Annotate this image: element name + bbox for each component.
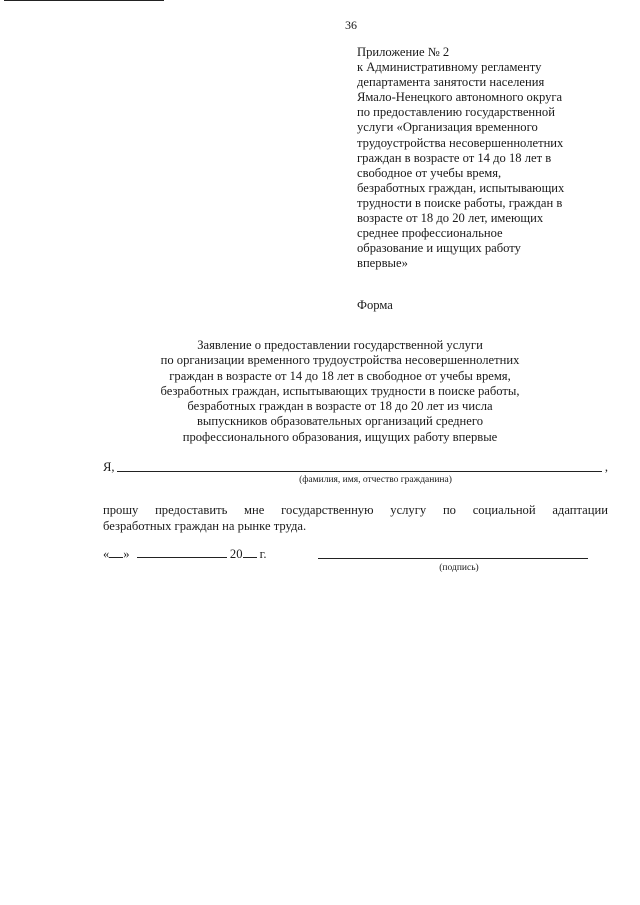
date-field [103, 547, 267, 562]
title-line: Заявление о предоставлении государственной услуги [197, 338, 483, 352]
request-word: мне [244, 503, 265, 517]
applicant-suffix: , [604, 460, 608, 474]
page-number: 36 [345, 18, 357, 32]
request-word: социальной [472, 503, 536, 517]
title-line: по организации временного трудоустройства несовершеннолетних [160, 353, 520, 368]
appendix-line: образование и ищущих работу [357, 241, 521, 256]
request-word: услугу [390, 503, 427, 517]
applicant-name-blank[interactable] [117, 471, 602, 472]
appendix-line: трудности в поиске работы, граждан в [357, 195, 563, 210]
title-line: безработных граждан, испытывающих трудности в поиске работы, [160, 383, 520, 398]
year-blank[interactable] [243, 547, 257, 558]
appendix-line: по предоставлению государственной [357, 105, 555, 120]
date-close-quote: » [123, 547, 130, 561]
year-prefix: 20 [229, 547, 243, 561]
request-word: прошу [103, 503, 139, 517]
application-title [60, 338, 620, 445]
request-line-1 [103, 502, 608, 518]
appendix-line: возрасте от 18 до 20 лет, имеющих [357, 211, 544, 226]
title-line: граждан в возрасте от 14 до 18 лет в свободное от учебы время, [169, 368, 511, 383]
appendix-line: к Административному регламенту [357, 60, 542, 75]
request-word: предоставить [155, 503, 228, 517]
request-line-2: безработных граждан на рынке труда. [103, 519, 307, 533]
request-word: адаптации [552, 503, 608, 517]
appendix-line: впервые» [357, 256, 408, 271]
request-word: по [442, 503, 456, 517]
appendix-line: безработных граждан, испытывающих [357, 180, 565, 195]
request-text [103, 502, 608, 534]
top-rule [4, 0, 164, 1]
date-open-quote: « [103, 547, 110, 561]
signature-caption: (подпись) [439, 563, 479, 573]
title-line: безработных граждан в возрасте от 18 до 20 лет из числа [187, 399, 493, 414]
applicant-caption: (фамилия, имя, отчество гражданина) [299, 475, 452, 485]
day-blank[interactable] [109, 547, 123, 558]
appendix-line: услуги «Организация временного [357, 120, 538, 135]
applicant-prefix: Я, [103, 460, 115, 474]
request-word: государственную [281, 503, 374, 517]
month-blank[interactable] [137, 547, 227, 558]
appendix-block [357, 45, 617, 314]
signature-blank[interactable] [318, 558, 588, 559]
appendix-line: департамента занятости населения [357, 75, 545, 90]
form-label: Форма [357, 298, 393, 313]
appendix-line: Приложение № 2 [357, 45, 450, 59]
appendix-line: среднее профессиональное [357, 226, 503, 241]
title-line: профессионального образования, ищущих работу впервые [182, 429, 498, 444]
title-line: выпускников образовательных организаций среднего [196, 414, 484, 429]
appendix-line: трудоустройства несовершеннолетних [357, 135, 564, 150]
appendix-line: свободное от учебы время, [357, 165, 502, 180]
year-suffix: г. [259, 547, 267, 561]
appendix-line: Ямало-Ненецкого автономного округа [357, 90, 563, 105]
appendix-line: граждан в возрасте от 14 до 18 лет в [357, 150, 552, 165]
